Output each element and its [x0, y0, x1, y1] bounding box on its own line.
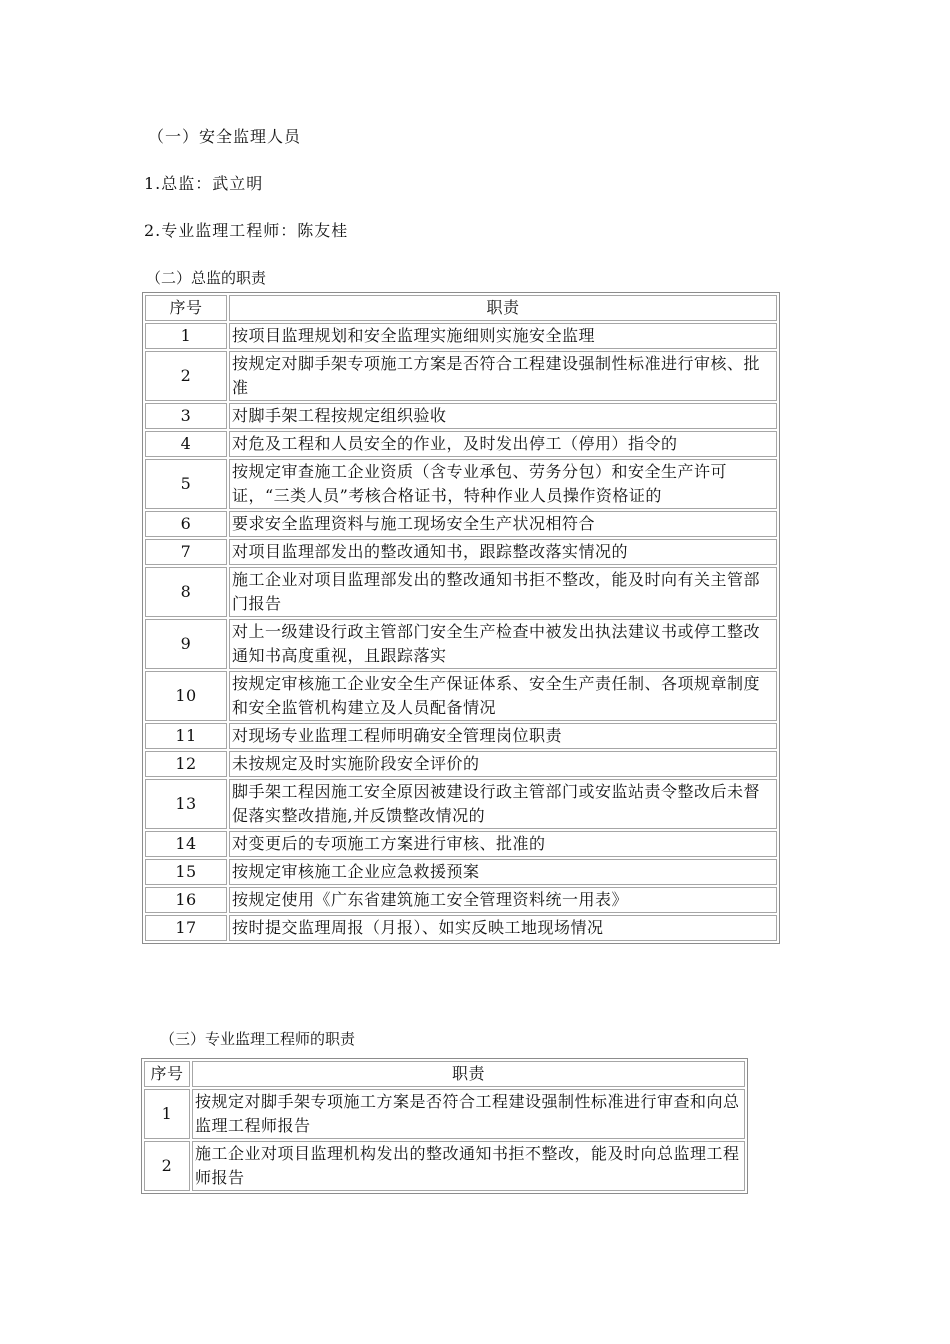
row-number: 4	[145, 431, 227, 457]
column-header-number: 序号	[145, 295, 227, 321]
specialist-engineer-line: 2.专业监理工程师：陈友桂	[144, 221, 349, 240]
section3-caption: （三）专业监理工程师的职责	[160, 1030, 356, 1048]
row-duty: 脚手架工程因施工安全原因被建设行政主管部门或安监站责令整改后未督促落实整改措施,并反馈整改情况的	[229, 779, 777, 829]
row-duty: 对危及工程和人员安全的作业，及时发出停工（停用）指令的	[229, 431, 777, 457]
table-row	[145, 887, 777, 913]
row-duty: 未按规定及时实施阶段安全评价的	[229, 751, 777, 777]
row-number: 17	[145, 915, 227, 941]
table-row	[145, 831, 777, 857]
table-row	[145, 751, 777, 777]
row-number: 15	[145, 859, 227, 885]
row-duty: 对上一级建设行政主管部门安全生产检查中被发出执法建议书或停工整改通知书高度重视，且跟踪落实	[229, 619, 777, 669]
chief-duties-table	[142, 292, 780, 944]
column-header-number: 序号	[144, 1061, 190, 1087]
table-row	[145, 539, 777, 565]
row-number: 5	[145, 459, 227, 509]
row-duty: 按项目监理规划和安全监理实施细则实施安全监理	[229, 323, 777, 349]
table-row	[145, 779, 777, 829]
table-row	[145, 859, 777, 885]
row-number: 3	[145, 403, 227, 429]
row-duty: 按规定审核施工企业应急救援预案	[229, 859, 777, 885]
row-number: 2	[144, 1141, 190, 1191]
row-duty: 对脚手架工程按规定组织验收	[229, 403, 777, 429]
row-number: 7	[145, 539, 227, 565]
chief-supervisor-line: 1.总监：武立明	[144, 174, 264, 193]
row-duty: 要求安全监理资料与施工现场安全生产状况相符合	[229, 511, 777, 537]
row-duty: 按规定对脚手架专项施工方案是否符合工程建设强制性标准进行审查和向总监理工程师报告	[192, 1089, 745, 1139]
table-row	[145, 567, 777, 617]
table-header-row	[144, 1061, 745, 1087]
row-duty: 对变更后的专项施工方案进行审核、批准的	[229, 831, 777, 857]
column-header-duty: 职责	[192, 1061, 745, 1087]
table-row	[144, 1089, 745, 1139]
table-row	[145, 671, 777, 721]
row-number: 9	[145, 619, 227, 669]
row-number: 1	[145, 323, 227, 349]
row-number: 12	[145, 751, 227, 777]
table-row	[145, 619, 777, 669]
table-row	[145, 511, 777, 537]
row-duty: 按时提交监理周报（月报）、如实反映工地现场情况	[229, 915, 777, 941]
row-duty: 施工企业对项目监理机构发出的整改通知书拒不整改，能及时向总监理工程师报告	[192, 1141, 745, 1191]
row-duty: 按规定使用《广东省建筑施工安全管理资料统一用表》	[229, 887, 777, 913]
row-number: 2	[145, 351, 227, 401]
table-row	[144, 1141, 745, 1191]
engineer-duties-table	[141, 1058, 748, 1194]
table-row	[145, 723, 777, 749]
row-number: 10	[145, 671, 227, 721]
row-duty: 按规定对脚手架专项施工方案是否符合工程建设强制性标准进行审核、批准	[229, 351, 777, 401]
table-row	[145, 915, 777, 941]
column-header-duty: 职责	[229, 295, 777, 321]
row-number: 16	[145, 887, 227, 913]
table-row	[145, 351, 777, 401]
section1-heading: （一）安全监理人员	[148, 127, 302, 146]
row-number: 13	[145, 779, 227, 829]
table-row	[145, 403, 777, 429]
table-row	[145, 459, 777, 509]
row-duty: 施工企业对项目监理部发出的整改通知书拒不整改，能及时向有关主管部门报告	[229, 567, 777, 617]
row-duty: 按规定审查施工企业资质（含专业承包、劳务分包）和安全生产许可证，“三类人员”考核合格证书，特种作业人员操作资格证的	[229, 459, 777, 509]
row-number: 14	[145, 831, 227, 857]
table-row	[145, 431, 777, 457]
table-header-row	[145, 295, 777, 321]
row-number: 8	[145, 567, 227, 617]
row-number: 1	[144, 1089, 190, 1139]
section2-caption: （二）总监的职责	[146, 269, 267, 287]
row-duty: 对现场专业监理工程师明确安全管理岗位职责	[229, 723, 777, 749]
row-duty: 按规定审核施工企业安全生产保证体系、安全生产责任制、各项规章制度和安全监管机构建立及人员配备情况	[229, 671, 777, 721]
row-number: 11	[145, 723, 227, 749]
table-row	[145, 323, 777, 349]
row-number: 6	[145, 511, 227, 537]
row-duty: 对项目监理部发出的整改通知书，跟踪整改落实情况的	[229, 539, 777, 565]
